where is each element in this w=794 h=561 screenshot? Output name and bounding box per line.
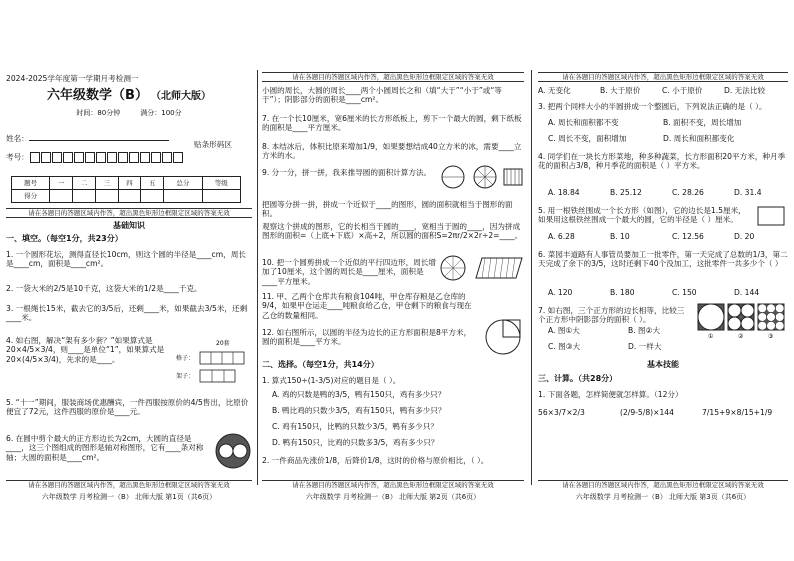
choice-1: 1. 算式150÷(1-3/5)对应的题目是（ ）。 bbox=[262, 376, 401, 385]
score-table-header-cell: 总分 bbox=[164, 177, 202, 190]
question-4: 4. 如右图，解决“架有多少套？”如果算式是20×4/5×3/4，则____是单位“1”，如果算式是20×(4/5×3/4)，先求的是____。 bbox=[6, 336, 165, 364]
choice-6-options bbox=[548, 288, 794, 297]
choice-7-option-c[interactable]: C. 图③大 bbox=[548, 342, 581, 351]
choice-2-option-d[interactable]: D. 无法比较 bbox=[724, 86, 766, 95]
score-table-cell[interactable] bbox=[50, 190, 73, 203]
q9-circle-split-figure bbox=[440, 164, 524, 196]
choice-1-option-a[interactable]: A. 鸡的只数是鸭的3/5，鸭有150只，鸡有多少只？ bbox=[272, 390, 446, 399]
score-table-cell: 得分 bbox=[12, 190, 50, 203]
question-10: 10. 把一个圆剪拼成一个近似的平行四边形，周长增加了10厘米，这个圆的周长是____厘米，面积是____平方厘米。 bbox=[262, 258, 436, 286]
question-7: 7. 在一个长10厘米，宽6厘米的长方形纸板上，剪下一个最大的圆，剩下纸板的面积是____平方厘米。 bbox=[262, 114, 522, 133]
q4-figure-label: 20套 bbox=[216, 340, 230, 347]
question-5: 5. “十一”期间，服装商场优惠酬宾，一件西服按原价的4/5售出，比原价便宜了72元，这件西服的原价是____元。 bbox=[6, 398, 249, 417]
choice-2-option-c[interactable]: C. 小于原价 bbox=[662, 86, 703, 95]
calc-item-3: 7/15+9×8/15+1/9 bbox=[702, 408, 773, 417]
score-table-cell[interactable] bbox=[202, 190, 240, 203]
page-3-footer: 六年级数学 月考检测一（B） 北师大版 第3页（共6页） bbox=[575, 493, 751, 501]
choice-2-option-a[interactable]: A. 无变化 bbox=[538, 86, 571, 95]
q4-figure-label: 格子： bbox=[176, 355, 195, 362]
choice-7-option-d[interactable]: D. 一样大 bbox=[628, 342, 662, 351]
choice-5-option-d[interactable]: D. 20 bbox=[734, 232, 755, 241]
question-2: 2. 一袋大米的2/5是10千克，这袋大米的1/2是____千克。 bbox=[6, 284, 202, 293]
score-table-cell[interactable] bbox=[141, 190, 164, 203]
calc-item-1: 56×3/7×2/3 bbox=[538, 408, 585, 417]
choice-6-option-a[interactable]: A. 120 bbox=[548, 288, 573, 297]
choice-7-figure-label: ③ bbox=[768, 333, 774, 340]
choice-4-option-a[interactable]: A. 18.84 bbox=[548, 188, 580, 197]
section-2-title: 二、选择。（每空1分，共14分） bbox=[262, 360, 379, 369]
page-3 bbox=[538, 60, 788, 500]
choice-3-option-c[interactable]: C. 周长不变，面积增加 bbox=[548, 134, 627, 143]
choice-3: 3. 把两个同样大小的半圆拼成一个整圆后，下列说法正确的是（ ）。 bbox=[538, 102, 767, 111]
choice-7-options-row1 bbox=[548, 326, 794, 335]
choice-3-option-d[interactable]: D. 周长和面积都变化 bbox=[663, 134, 735, 143]
choice-4-option-c[interactable]: C. 28.26 bbox=[672, 188, 704, 197]
name-field[interactable]: 姓名： bbox=[6, 134, 252, 143]
q6-circle-figure bbox=[214, 432, 252, 472]
choice-7-figure-label: ② bbox=[738, 333, 744, 340]
question-1: 1. 一个圆形花坛，测得直径长10cm，则这个圆的半径是____cm，周长是____cm，面积是____cm²。 bbox=[6, 250, 246, 269]
calc-1-items bbox=[538, 408, 788, 417]
choice-7-option-b[interactable]: B. 图②大 bbox=[628, 326, 661, 335]
section-basic: 基础知识 bbox=[113, 221, 145, 230]
question-6: 6. 在圆中剪个最大的正方形边长为2cm，大圆的直径是____，这三个图组成的图形是轴对称图形，它有____条对称轴；大圆的面积是____cm²。 bbox=[6, 434, 204, 462]
choice-7-options-row2 bbox=[548, 342, 794, 351]
choice-7-figure-label: ① bbox=[708, 333, 714, 340]
barcode-area: 贴条形码区 bbox=[194, 140, 232, 149]
page-divider-1 bbox=[257, 70, 258, 485]
section-skill: 基本技能 bbox=[647, 360, 679, 369]
choice-5-rectangle-figure bbox=[756, 204, 786, 230]
page-1-footer-notice: 请在各题目的答题区域内作答，超出黑色矩形边框限定区域的答案无效 bbox=[6, 480, 252, 489]
choice-7-option-a[interactable]: A. 图①大 bbox=[548, 326, 580, 335]
choice-4-options bbox=[548, 188, 794, 197]
answer-area-notice: 请在各题目的答题区域内作答，超出黑色矩形边框限定区域的答案无效 bbox=[6, 208, 252, 218]
choice-2: 2. 一件商品先涨价1/8，后降价1/8，这时的价格与原价相比，（ ）。 bbox=[262, 456, 489, 465]
score-table-cell[interactable] bbox=[73, 190, 96, 203]
choice-6-option-d[interactable]: D. 144 bbox=[734, 288, 760, 297]
q4-figure bbox=[176, 338, 246, 393]
choice-7-squares-figure bbox=[696, 302, 786, 342]
choice-3-option-a[interactable]: A. 周长和面积都不变 bbox=[548, 118, 619, 127]
score-table-cell[interactable] bbox=[95, 190, 118, 203]
choice-6-option-c[interactable]: C. 150 bbox=[672, 288, 697, 297]
page-1-footer: 六年级数学 月考检测一（B） 北师大版 第1页（共6页） bbox=[41, 493, 217, 501]
calc-item-2: (2/9-5/8)×144 bbox=[620, 408, 674, 417]
q10-parallelogram-figure bbox=[440, 254, 524, 286]
score-table bbox=[11, 176, 257, 203]
question-9: 9. 分一分，拼一拼，我来推导圆的面积计算方法。 bbox=[262, 168, 432, 177]
score-table-header-cell: 三 bbox=[95, 177, 118, 190]
question-9-text2: 观察这个拼成的图形，它的长相当于圆的____，宽相当于圆的____，因为拼成图形的面积=（上底+下底）×高÷2，所以圆的面积S=2πr/2×2r÷2=____。 bbox=[262, 222, 523, 241]
exam-title: 六年级数学（B） （北师大版） bbox=[47, 88, 211, 103]
choice-5-option-a[interactable]: A. 6.28 bbox=[548, 232, 575, 241]
choice-3-options-row1 bbox=[548, 118, 794, 127]
section-3-title: 三、计算。（共28分） bbox=[538, 374, 618, 383]
score-table-cell[interactable] bbox=[118, 190, 141, 203]
score-table-header-cell: 四 bbox=[118, 177, 141, 190]
score-table-header-cell: 题号 bbox=[12, 177, 50, 190]
choice-6: 6. 菜园丰道路有人事管员要加工一批零件，第一天完成了总数的1/3，第二天完成了余下的3/5，这时还剩下40个没加工，这批零件一共多少个（ ） bbox=[538, 250, 788, 269]
choice-5: 5. 用一根铁丝围成一个长方形（如图），它的边长是1.5厘米，如果用这根铁丝围成一个最大的圆，它的半径是（ ）厘米。 bbox=[538, 206, 746, 225]
page-3-notice: 请在各题目的答题区域内作答，超出黑色矩形边框限定区域的答案无效 bbox=[538, 72, 788, 82]
choice-2-option-b[interactable]: B. 大于原价 bbox=[600, 86, 641, 95]
choice-2-options bbox=[538, 86, 788, 95]
score-table-header-cell: 等级 bbox=[202, 177, 240, 190]
page-2-notice: 请在各题目的答题区域内作答，超出黑色矩形边框限定区域的答案无效 bbox=[262, 72, 524, 82]
choice-1-option-b[interactable]: B. 鸭比鸡的只数少3/5，鸡有150只，鸭有多少只？ bbox=[272, 406, 446, 415]
choice-6-option-b[interactable]: B. 180 bbox=[610, 288, 635, 297]
exam-number-field[interactable]: 考号： bbox=[6, 152, 252, 163]
page-2 bbox=[262, 60, 524, 500]
question-9-text: 把圆等分拼一拼，拼成一个近似于____的图形，圆的面积就相当于图形的面积。 bbox=[262, 200, 513, 219]
page-3-footer-notice: 请在各题目的答题区域内作答，超出黑色矩形边框限定区域的答案无效 bbox=[538, 480, 788, 489]
choice-3-options-row2 bbox=[548, 134, 794, 143]
question-3: 3. 一根绳长15米，截去它的3/5后，还剩____米，如果截去3/5米，还剩____米。 bbox=[6, 304, 248, 323]
question-6-continued: 小圆的周长，大圆的周长____两个小圆周长之和（填“大于”“小于”或“等于”）；阴影部分的面积是____cm²。 bbox=[262, 86, 502, 105]
choice-4-option-b[interactable]: B. 25.12 bbox=[610, 188, 642, 197]
choice-4: 4. 同学们在一块长方形菜地，种多种蔬菜，长方形面积20平方米，种月季花的面积占3/8，种月季花的面积是（ ）平方米。 bbox=[538, 152, 786, 171]
score-table-header-cell: 五 bbox=[141, 177, 164, 190]
calc-1: 1. 下面各题，怎样简便就怎样算。（12分） bbox=[538, 390, 683, 399]
choice-5-options bbox=[548, 232, 794, 241]
q4-figure-label: 架子： bbox=[176, 373, 195, 380]
score-table-cell[interactable] bbox=[164, 190, 202, 203]
section-1-title: 一、填空。（每空1分，共23分） bbox=[6, 234, 123, 243]
page-2-footer: 六年级数学 月考检测一（B） 北师大版 第2页（共6页） bbox=[305, 493, 481, 501]
score-table-header-cell: 一 bbox=[50, 177, 73, 190]
choice-3-option-b[interactable]: B. 面积不变，周长增加 bbox=[663, 118, 742, 127]
choice-1-option-c[interactable]: C. 鸡有150只，比鸭的只数少3/5，鸭有多少只？ bbox=[272, 422, 438, 431]
score-table-header-cell: 二 bbox=[73, 177, 96, 190]
choice-7: 7. 如右图，三个正方形的边长相等，比较三个正方形中阴影部分的面积（ ）。 bbox=[538, 306, 685, 325]
question-11: 11. 甲、乙两个仓库共有粮食104吨，甲仓库存粮是乙仓库的9/4，如果甲仓运走____吨粮食给乙仓，甲仓剩下的粮食与现在乙仓的数量相同。 bbox=[262, 292, 472, 320]
choice-1-option-d[interactable]: D. 鸭有150只，比鸡的只数多3/5，鸡有多少只？ bbox=[272, 438, 439, 447]
choice-4-option-d[interactable]: D. 31.4 bbox=[734, 188, 762, 197]
question-12: 12. 如右图所示，以圆的半径为边长的正方形面积是8平方米，圆的面积是____平方米。 bbox=[262, 328, 472, 347]
choice-5-option-c[interactable]: C. 12.56 bbox=[672, 232, 704, 241]
choice-5-option-b[interactable]: B. 10 bbox=[610, 232, 630, 241]
page-2-footer-notice: 请在各题目的答题区域内作答，超出黑色矩形边框限定区域的答案无效 bbox=[262, 480, 524, 489]
exam-meta: 时间：80分钟 满分：100分 bbox=[76, 109, 182, 117]
q12-circle-square-figure bbox=[484, 318, 522, 358]
exam-year-title: 2024-2025学年度第一学期月考检测一 bbox=[6, 74, 139, 83]
page-1 bbox=[6, 60, 252, 500]
question-8: 8. 本结冰后，体积比原来增加1/9，如果要想结成40立方米的冰，需要____立方米的水。 bbox=[262, 142, 522, 161]
